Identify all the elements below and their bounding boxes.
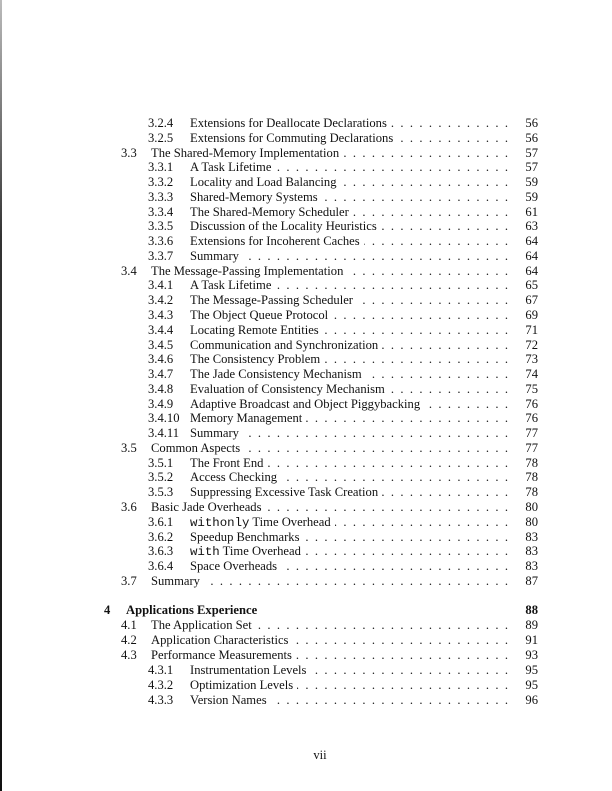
entry-title: Application Characteristics bbox=[151, 632, 289, 647]
entry-title-text: Time Overhead bbox=[249, 514, 331, 529]
entry-title: Shared-Memory Systems bbox=[190, 189, 318, 204]
entry-number: 3.5.3 bbox=[148, 485, 174, 500]
entry-body bbox=[190, 308, 518, 323]
toc-subsection-entry[interactable] bbox=[148, 470, 538, 485]
entry-number: 3.4.7 bbox=[148, 367, 174, 382]
entry-number: 3.3.5 bbox=[148, 219, 174, 234]
toc-section-entry[interactable] bbox=[121, 264, 538, 279]
entry-body bbox=[190, 175, 518, 190]
entry-body bbox=[190, 485, 518, 500]
entry-number: 4.3.1 bbox=[148, 662, 174, 677]
entry-title: Communication and Synchronization bbox=[190, 337, 379, 352]
dot-leader bbox=[323, 323, 508, 338]
toc-subsection-entry[interactable] bbox=[148, 678, 538, 693]
dot-leader bbox=[347, 264, 508, 279]
entry-page: 95 bbox=[525, 662, 538, 677]
entry-page: 83 bbox=[525, 559, 538, 574]
entry-number: 3.5 bbox=[121, 440, 137, 455]
entry-body bbox=[190, 190, 518, 205]
dot-leader bbox=[366, 367, 508, 382]
entry-title: Space Overheads bbox=[190, 559, 278, 574]
entry-body bbox=[190, 160, 518, 175]
dot-leader bbox=[306, 411, 508, 426]
entry-number: 3.4.5 bbox=[148, 337, 174, 352]
dot-leader bbox=[389, 382, 508, 397]
entry-title: Adaptive Broadcast and Object Piggybacking bbox=[190, 396, 421, 411]
toc-subsection-entry[interactable] bbox=[148, 544, 538, 559]
entry-page: 93 bbox=[525, 647, 538, 662]
toc-subsection-entry[interactable] bbox=[148, 367, 538, 382]
dot-leader bbox=[424, 397, 508, 412]
entry-body bbox=[151, 146, 518, 161]
entry-title: Instrumentation Levels bbox=[190, 662, 307, 677]
toc-subsection-entry[interactable] bbox=[148, 338, 538, 353]
entry-title: Performance Measurements bbox=[151, 647, 292, 662]
entry-page: 78 bbox=[525, 485, 538, 500]
entry-body bbox=[190, 205, 518, 220]
entry-title: Memory Management bbox=[190, 411, 303, 426]
dot-leader bbox=[341, 175, 508, 190]
entry-body bbox=[190, 367, 518, 382]
entry-page: 56 bbox=[525, 130, 538, 145]
toc-subsection-entry[interactable] bbox=[148, 323, 538, 338]
entry-number: 3.4.4 bbox=[148, 322, 174, 337]
entry-page: 95 bbox=[525, 677, 538, 692]
toc-subsection-entry[interactable] bbox=[148, 175, 538, 190]
entry-page: 75 bbox=[525, 381, 538, 396]
entry-title: Optimization Levels bbox=[190, 677, 294, 692]
entry-body bbox=[190, 293, 518, 308]
entry-title: The Front End bbox=[190, 455, 264, 470]
entry-page: 71 bbox=[525, 322, 538, 337]
toc-section-entry[interactable] bbox=[121, 500, 538, 515]
entry-page: 57 bbox=[525, 145, 538, 160]
entry-body bbox=[190, 663, 518, 678]
dot-leader bbox=[310, 663, 508, 678]
entry-page: 80 bbox=[525, 514, 538, 529]
entry-page: 56 bbox=[525, 116, 538, 130]
toc-section-entry[interactable] bbox=[121, 441, 538, 456]
toc-chapter-entry[interactable] bbox=[104, 603, 538, 618]
entry-page: 77 bbox=[525, 426, 538, 441]
toc-subsection-entry[interactable] bbox=[148, 249, 538, 264]
entry-number: 4.3 bbox=[121, 647, 137, 662]
entry-number: 3.5.2 bbox=[148, 470, 174, 485]
dot-leader bbox=[322, 190, 508, 205]
dot-leader bbox=[324, 352, 508, 367]
entry-number: 3.4.2 bbox=[148, 293, 174, 308]
entry-title: Extensions for Commuting Declarations bbox=[190, 130, 394, 145]
entry-number: 3.3.3 bbox=[148, 189, 174, 204]
entry-body bbox=[190, 382, 518, 397]
toc-section-entry[interactable] bbox=[121, 648, 538, 663]
entry-title: Discussion of the Locality Heuristics bbox=[190, 219, 377, 234]
entry-number: 4.3.3 bbox=[148, 692, 174, 707]
dot-leader bbox=[244, 441, 508, 456]
entry-body bbox=[190, 352, 518, 367]
toc-subsection-entry[interactable] bbox=[148, 559, 538, 574]
entry-body bbox=[190, 544, 518, 560]
entry-page: 88 bbox=[525, 602, 538, 617]
entry-title: Basic Jade Overheads bbox=[151, 500, 262, 515]
entry-title: The Jade Consistency Mechanism bbox=[190, 367, 362, 382]
entry-title: Summary bbox=[151, 573, 200, 588]
entry-number: 3.6 bbox=[121, 500, 137, 515]
entry-body bbox=[190, 530, 518, 545]
dot-leader bbox=[391, 116, 508, 131]
entry-title-code: withonly bbox=[190, 515, 250, 530]
entry-body bbox=[151, 441, 518, 456]
entry-body bbox=[190, 131, 518, 146]
dot-leader bbox=[364, 234, 508, 249]
entry-body bbox=[151, 648, 518, 663]
entry-page: 83 bbox=[525, 529, 538, 544]
dot-leader bbox=[281, 470, 508, 485]
entry-body bbox=[190, 249, 518, 264]
entry-number: 4.3.2 bbox=[148, 677, 174, 692]
dot-leader bbox=[335, 515, 508, 531]
entry-number: 3.4 bbox=[121, 263, 137, 278]
toc-subsection-entry[interactable] bbox=[148, 485, 538, 500]
entry-body bbox=[190, 234, 518, 249]
entry-title: Speedup Benchmarks bbox=[190, 529, 300, 544]
toc-subsection-entry[interactable] bbox=[148, 411, 538, 426]
entry-body bbox=[190, 219, 518, 234]
entry-page: 64 bbox=[525, 263, 538, 278]
page-number: vii bbox=[313, 748, 327, 762]
entry-number: 3.3.2 bbox=[148, 175, 174, 190]
entry-body bbox=[190, 470, 518, 485]
toc-subsection-entry[interactable] bbox=[148, 190, 538, 205]
toc-subsection-entry[interactable] bbox=[148, 234, 538, 249]
entry-body bbox=[190, 323, 518, 338]
entry-number: 3.6.1 bbox=[148, 514, 174, 529]
entry-number: 3.6.3 bbox=[148, 544, 174, 559]
dot-leader bbox=[297, 678, 508, 693]
entry-page: 83 bbox=[525, 544, 538, 559]
dot-leader bbox=[397, 131, 508, 146]
entry-body bbox=[126, 603, 518, 618]
entry-page: 89 bbox=[525, 617, 538, 632]
entry-page: 59 bbox=[525, 189, 538, 204]
entry-page: 77 bbox=[525, 440, 538, 455]
entry-page: 61 bbox=[525, 204, 538, 219]
toc-subsection-entry[interactable] bbox=[148, 530, 538, 545]
entry-body bbox=[190, 515, 518, 531]
dot-leader bbox=[343, 146, 508, 161]
entry-title: Applications Experience bbox=[126, 602, 258, 617]
entry-title: A Task Lifetime bbox=[190, 160, 272, 175]
toc-subsection-entry[interactable] bbox=[148, 456, 538, 471]
entry-body bbox=[190, 559, 518, 574]
entry-body bbox=[190, 397, 518, 412]
toc-subsection-entry[interactable] bbox=[148, 278, 538, 293]
entry-number: 4.1 bbox=[121, 617, 137, 632]
toc-subsection-entry[interactable] bbox=[148, 131, 538, 146]
entry-title: Evaluation of Consistency Mechanism bbox=[190, 381, 385, 396]
entry-number: 3.6.4 bbox=[148, 559, 174, 574]
toc-subsection-entry[interactable] bbox=[148, 426, 538, 441]
entry-number: 3.3.1 bbox=[148, 160, 174, 175]
entry-title: Suppressing Excessive Task Creation bbox=[190, 485, 379, 500]
dot-leader bbox=[275, 278, 508, 293]
entry-body bbox=[151, 264, 518, 279]
entry-body bbox=[151, 618, 518, 633]
entry-body bbox=[190, 678, 518, 693]
entry-number: 3.3 bbox=[121, 145, 137, 160]
toc-section-entry[interactable] bbox=[121, 633, 538, 648]
entry-number: 3.4.9 bbox=[148, 396, 174, 411]
entry-number: 3.2.5 bbox=[148, 130, 174, 145]
entry-page: 73 bbox=[525, 352, 538, 367]
toc-subsection-entry[interactable] bbox=[148, 663, 538, 678]
entry-title: A Task Lifetime bbox=[190, 278, 272, 293]
entry-title: Extensions for Deallocate Declarations bbox=[190, 116, 387, 130]
entry-page: 76 bbox=[525, 396, 538, 411]
entry-number: 3.6.2 bbox=[148, 529, 174, 544]
entry-title: The Shared-Memory Scheduler bbox=[190, 204, 349, 219]
entry-title: Extensions for Incoherent Caches bbox=[190, 234, 360, 249]
entry-body bbox=[190, 338, 518, 353]
entry-body bbox=[190, 411, 518, 426]
entry-page: 80 bbox=[525, 500, 538, 515]
entry-page: 72 bbox=[525, 337, 538, 352]
dot-leader bbox=[296, 648, 508, 663]
toc-section-entry[interactable] bbox=[121, 618, 538, 633]
toc-section-entry[interactable] bbox=[121, 146, 538, 161]
entry-page: 78 bbox=[525, 470, 538, 485]
entry-body bbox=[151, 574, 518, 589]
entry-number: 3.2.4 bbox=[148, 116, 174, 130]
entry-title bbox=[190, 515, 331, 531]
dot-leader bbox=[261, 603, 508, 618]
dot-leader bbox=[204, 574, 508, 589]
entry-title: The Message-Passing Implementation bbox=[151, 263, 344, 278]
dot-leader bbox=[243, 249, 508, 264]
toc-subsection-entry[interactable] bbox=[148, 293, 538, 308]
dot-leader bbox=[353, 205, 508, 220]
entry-page: 69 bbox=[525, 308, 538, 322]
entry-number: 3.4.6 bbox=[148, 352, 174, 367]
entry-number: 3.3.6 bbox=[148, 234, 174, 249]
entry-page: 64 bbox=[525, 248, 538, 263]
toc-subsection-entry[interactable] bbox=[148, 219, 538, 234]
entry-page: 63 bbox=[525, 219, 538, 234]
entry-page: 57 bbox=[525, 160, 538, 175]
entry-page: 65 bbox=[525, 278, 538, 293]
entry-body bbox=[151, 500, 518, 515]
entry-body bbox=[190, 456, 518, 471]
entry-title: Version Names bbox=[190, 692, 267, 707]
entry-page: 96 bbox=[525, 692, 538, 707]
entry-body bbox=[151, 633, 518, 648]
entry-title: The Consistency Problem bbox=[190, 352, 321, 367]
dot-leader bbox=[292, 633, 508, 648]
page-edge-shadow bbox=[0, 0, 2, 791]
entry-page: 59 bbox=[525, 175, 538, 190]
entry-title: The Application Set bbox=[151, 617, 252, 632]
dot-leader bbox=[381, 219, 508, 234]
entry-body bbox=[190, 278, 518, 293]
dot-leader bbox=[256, 618, 508, 633]
toc-subsection-entry[interactable] bbox=[148, 160, 538, 175]
dot-leader bbox=[332, 308, 508, 323]
dot-leader bbox=[267, 456, 508, 471]
entry-page: 91 bbox=[525, 632, 538, 647]
entry-title: The Message-Passing Scheduler bbox=[190, 293, 353, 308]
entry-title-text: Time Overhead bbox=[219, 544, 301, 559]
dot-leader bbox=[382, 485, 508, 500]
entry-title: Summary bbox=[190, 248, 239, 263]
entry-number: 3.4.1 bbox=[148, 278, 174, 293]
entry-title: Locality and Load Balancing bbox=[190, 175, 337, 190]
entry-number: 3.4.10 bbox=[148, 411, 180, 426]
toc-section-entry[interactable] bbox=[121, 574, 538, 589]
entry-number: 4 bbox=[104, 602, 111, 617]
dot-leader bbox=[303, 530, 508, 545]
entry-title: Common Aspects bbox=[151, 440, 241, 455]
dot-leader bbox=[357, 293, 508, 308]
entry-number: 3.3.4 bbox=[148, 204, 174, 219]
entry-page: 74 bbox=[525, 367, 538, 382]
entry-page: 64 bbox=[525, 234, 538, 249]
entry-number: 3.4.11 bbox=[148, 426, 180, 441]
entry-title bbox=[190, 544, 301, 560]
toc-subsection-entry[interactable] bbox=[148, 397, 538, 412]
toc-subsection-entry[interactable] bbox=[148, 382, 538, 397]
entry-page: 87 bbox=[525, 573, 538, 588]
dot-leader bbox=[382, 338, 508, 353]
dot-leader bbox=[281, 559, 508, 574]
entry-title: The Object Queue Protocol bbox=[190, 308, 329, 322]
entry-number: 3.5.1 bbox=[148, 455, 174, 470]
dot-leader bbox=[243, 426, 508, 441]
toc-subsection-entry[interactable] bbox=[148, 352, 538, 367]
toc-subsection-entry[interactable] bbox=[148, 205, 538, 220]
entry-page: 76 bbox=[525, 411, 538, 426]
entry-title: Locating Remote Entities bbox=[190, 322, 319, 337]
entry-number: 3.7 bbox=[121, 573, 137, 588]
entry-number: 3.3.7 bbox=[148, 248, 174, 263]
entry-body bbox=[190, 116, 518, 131]
dot-leader bbox=[305, 544, 508, 560]
entry-title: The Shared-Memory Implementation bbox=[151, 145, 340, 160]
entry-title: Summary bbox=[190, 426, 239, 441]
entry-body bbox=[190, 426, 518, 441]
entry-number: 3.4.3 bbox=[148, 308, 174, 322]
dot-leader bbox=[275, 160, 508, 175]
dot-leader bbox=[266, 500, 508, 515]
toc-subsection-entry[interactable] bbox=[148, 116, 538, 131]
toc-subsection-entry[interactable] bbox=[148, 308, 538, 323]
dot-leader bbox=[271, 693, 508, 708]
entry-page: 67 bbox=[525, 293, 538, 308]
entry-title: Access Checking bbox=[190, 470, 278, 485]
entry-body bbox=[190, 693, 518, 708]
entry-page: 78 bbox=[525, 455, 538, 470]
toc-subsection-entry[interactable] bbox=[148, 515, 538, 530]
entry-title-code: with bbox=[190, 545, 220, 560]
entry-number: 4.2 bbox=[121, 632, 137, 647]
entry-number: 3.4.8 bbox=[148, 381, 174, 396]
toc-subsection-entry[interactable] bbox=[148, 693, 538, 708]
